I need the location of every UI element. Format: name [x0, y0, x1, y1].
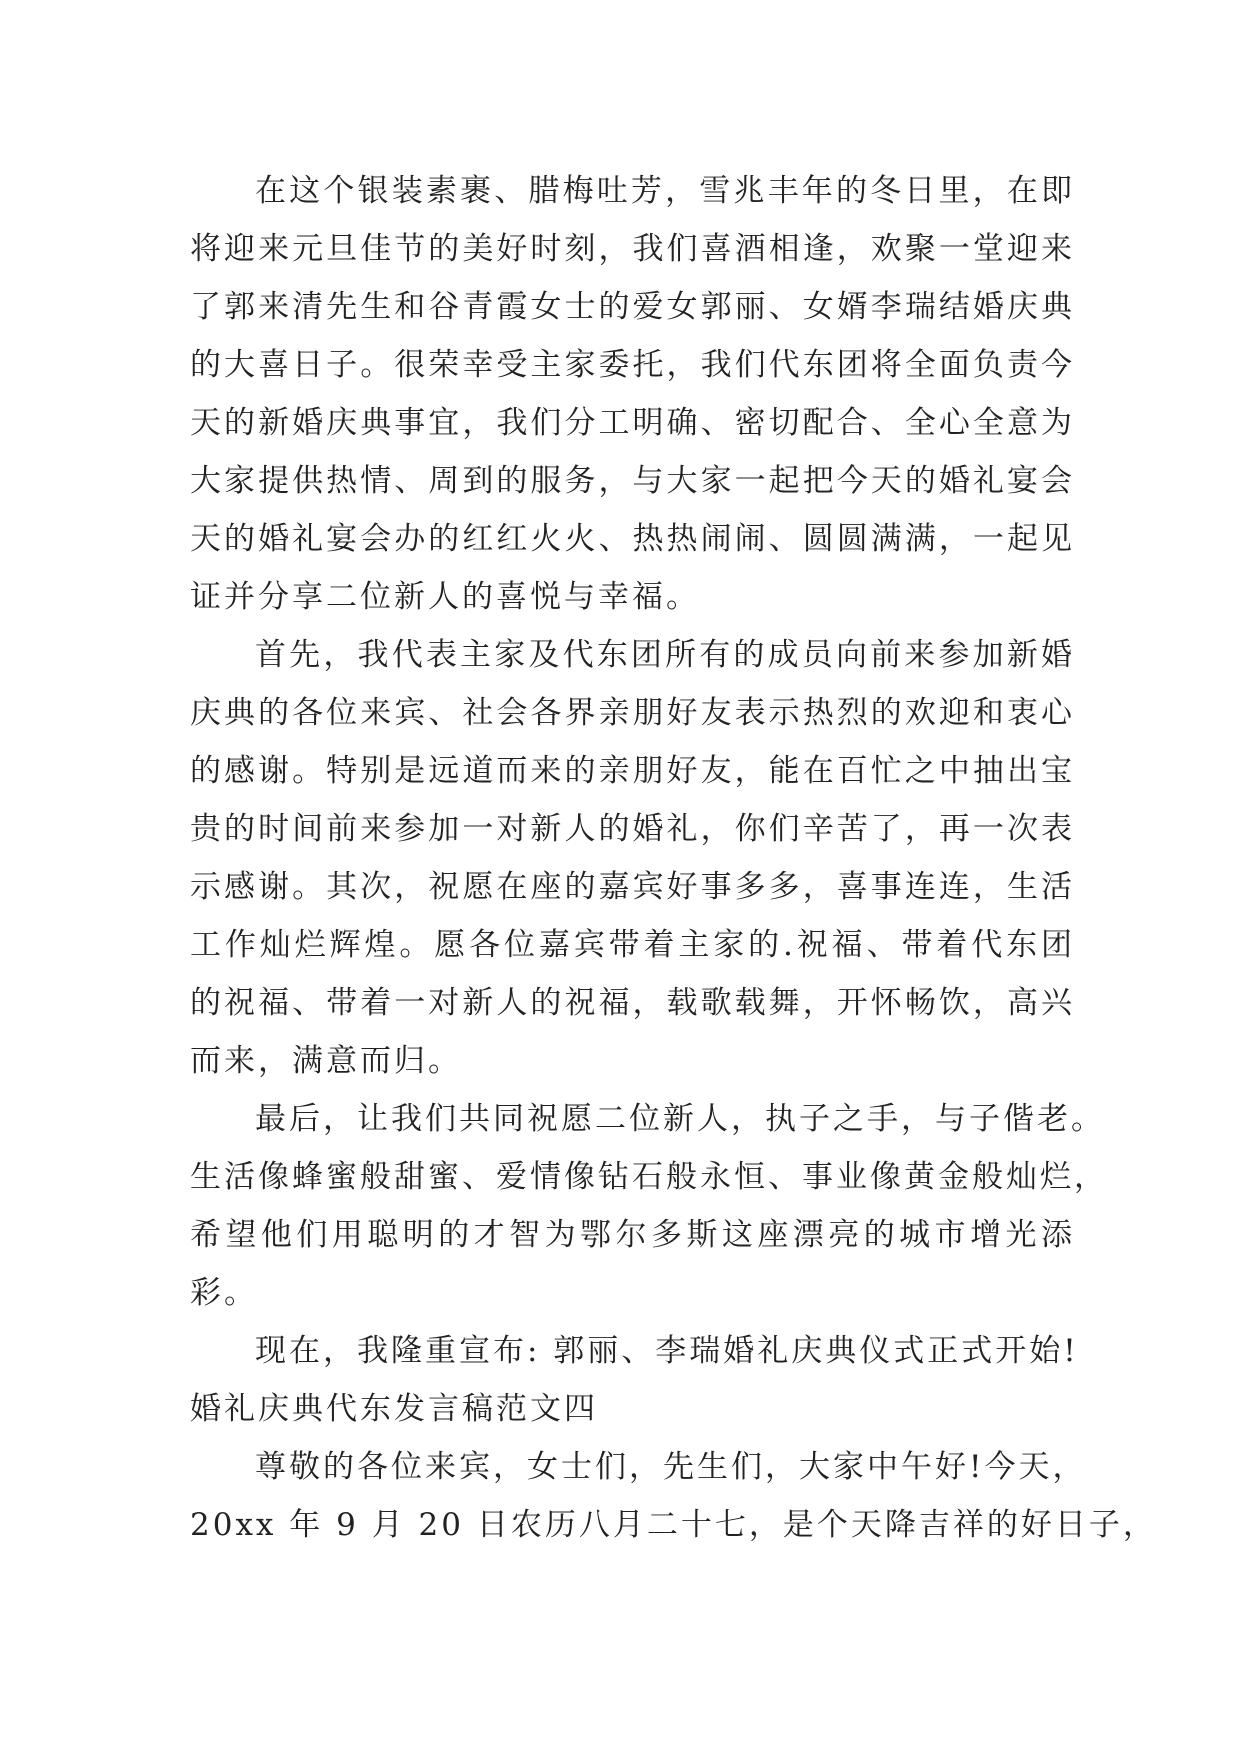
text-line: 天的婚礼宴会办的红红火火、热热闹闹、圆圆满满，一起见 — [190, 521, 1075, 557]
text-line: 的感谢。特别是远道而来的亲朋好友，能在百忙之中抽出宝 — [190, 753, 1075, 789]
text-line: 的祝福、带着一对新人的祝福，载歌载舞，开怀畅饮，高兴 — [190, 985, 1075, 1021]
text-line: 示感谢。其次，祝愿在座的嘉宾好事多多，喜事连连，生活 — [190, 869, 1075, 905]
text-line: 庆典的各位来宾、社会各界亲朋好友表示热烈的欢迎和衷心 — [190, 695, 1075, 731]
text-line: 首先，我代表主家及代东团所有的成员向前来参加新婚 — [255, 637, 1075, 673]
text-line: 工作灿烂辉煌。愿各位嘉宾带着主家的.祝福、带着代东团 — [190, 927, 1075, 963]
text-line: 贵的时间前来参加一对新人的婚礼，你们辛苦了，再一次表 — [190, 811, 1075, 847]
text-line: 的大喜日子。很荣幸受主家委托，我们代东团将全面负责今 — [190, 347, 1075, 383]
text-line: 了郭来清先生和谷青霞女士的爱女郭丽、女婿李瑞结婚庆典 — [190, 289, 1075, 325]
text-line: 尊敬的各位来宾，女士们，先生们，大家中午好!今天， — [255, 1449, 1087, 1485]
document-body — [190, 162, 1157, 1554]
text-line: 彩。 — [190, 1275, 258, 1311]
text-line: 20xx 年 9 月 20 日农历八月二十七，是个天降吉祥的好日子， — [190, 1507, 1157, 1543]
text-line: 最后，让我们共同祝愿二位新人，执子之手，与子偕老。 — [255, 1101, 1105, 1137]
text-line: 在这个银装素裹、腊梅吐芳，雪兆丰年的冬日里，在即 — [255, 173, 1075, 209]
text-line: 大家提供热情、周到的服务，与大家一起把今天的婚礼宴会 — [190, 463, 1075, 499]
text-line: 将迎来元旦佳节的美好时刻，我们喜酒相逢，欢聚一堂迎来 — [190, 231, 1075, 267]
text-line: 希望他们用聪明的才智为鄂尔多斯这座漂亮的城市增光添 — [190, 1217, 1075, 1253]
text-line: 而来，满意而归。 — [190, 1043, 462, 1079]
text-line: 天的新婚庆典事宜，我们分工明确、密切配合、全心全意为 — [190, 405, 1075, 441]
text-line: 生活像蜂蜜般甜蜜、爱情像钻石般永恒、事业像黄金般灿烂， — [190, 1159, 1108, 1195]
text-line: 现在，我隆重宣布: 郭丽、李瑞婚礼庆典仪式正式开始! — [255, 1333, 1079, 1369]
text-line: 证并分享二位新人的喜悦与幸福。 — [190, 579, 700, 615]
section-heading: 婚礼庆典代东发言稿范文四 — [190, 1391, 598, 1427]
